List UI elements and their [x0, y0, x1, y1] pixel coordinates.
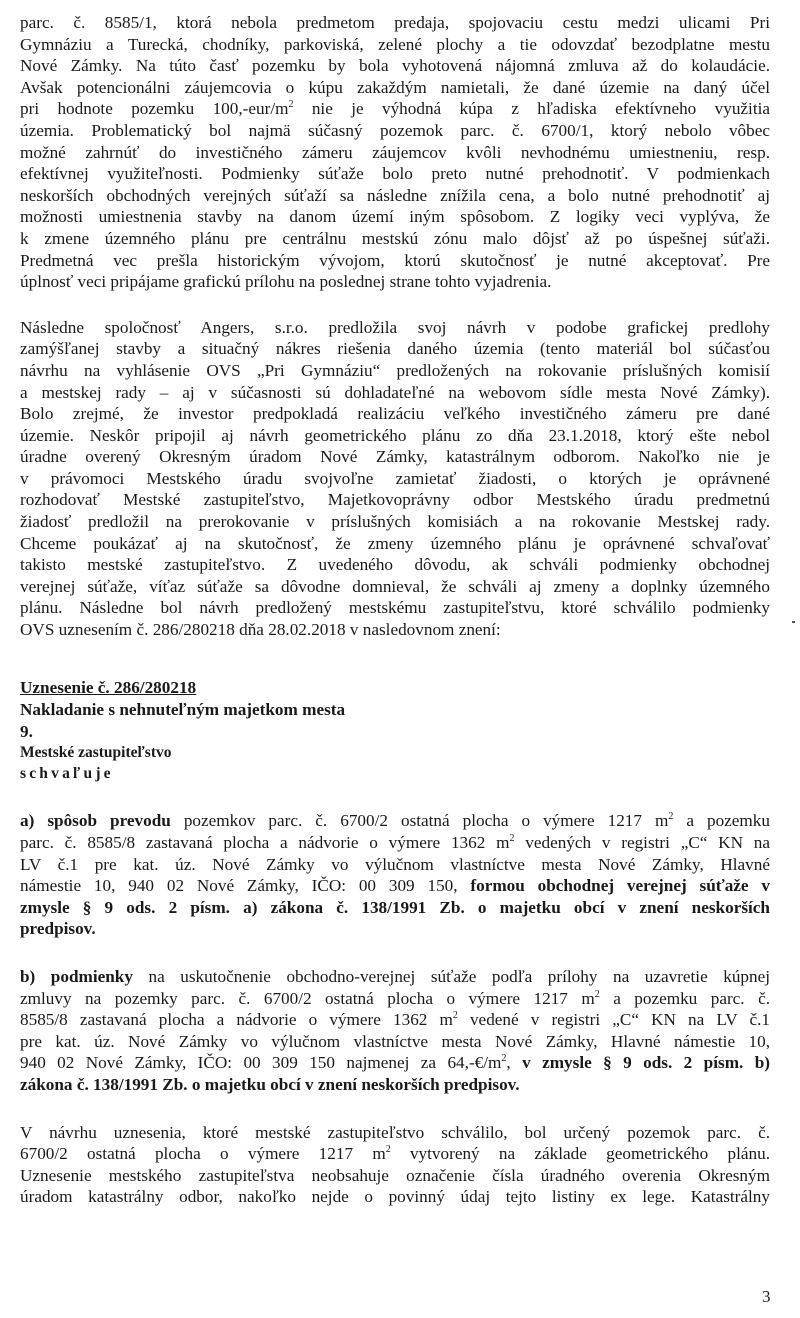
- text-line: zmluvy na pozemky parc. č. 6700/2 ostatná plocha o výmere 1217 $m^2$ a pozemku parc. č.: [20, 988, 770, 1008]
- text-line: a mestskej rady – aj v súčasnosti sú dohladateľné na webovom sídle mesta Nové Zámky).: [20, 382, 770, 402]
- text-line: zmysle § 9 ods. 2 písm. a) zákona č. 138/1991 Zb. o majetku obcí v znení neskorších: [20, 897, 770, 917]
- page-number: 3: [762, 1287, 771, 1306]
- resolution-number: 9.: [20, 721, 33, 741]
- text-line: pre kat. úz. Nové Zámky vo výlučnom vlastníctve mesta Nové Zámky, Hlavné námestie 10,: [20, 1031, 770, 1051]
- document-page: [20, 3, 770, 1208]
- item-a-label: a) spôsob prevodu: [20, 811, 171, 831]
- text-line: pri hodnote pozemku $100,-eur/m^2$ nie je výhodná kúpa z hľadiska efektívneho využitia: [20, 99, 771, 119]
- text-line: úradne overený Okresným úradom Nové Zámky, katastrálnym odborom. Nakoľko nie je: [20, 447, 770, 467]
- text-line: námestie 10, 940 02 Nové Zámky, IČO: 00 309 150, formou obchodnej verejnej súťaže v: [20, 876, 770, 896]
- text-line: OVS uznesením č. 286/280218 dňa 28.02.2018 v nasledovnom znení:: [20, 620, 501, 640]
- text-line: LV č.1 pre kat. úz. Nové Zámky vo výlučnom vlastníctve mesta Nové Zámky, Hlavné: [20, 854, 770, 874]
- text-line: parc. č. 8585/8 zastavaná plocha a nádvorie o výmere 1362 $m^2$ vedených v registri „C“ KN na: [20, 833, 770, 852]
- text-line: neskorších obchodných verejných súťaží sa následne znížila cena, a bolo nutné prehodnotiť aj: [20, 185, 770, 205]
- text-line: Následne spoločnosť Angers, s.r.o. predložila svoj návrh v podobe grafickej predlohy: [20, 317, 770, 337]
- text-line: predpisov.: [20, 919, 96, 939]
- resolution-subject: Nakladanie s nehnuteľným majetkom mesta: [20, 700, 346, 720]
- text-line: 6700/2 ostatná plocha o výmere 1217 $m^2$ vytvorený na základe geometrického plánu.: [20, 1144, 770, 1164]
- text-line: Nové Zámky. Na túto časť pozemku by bola vyhotovená nájomná zmluva až do kolaudácie.: [20, 56, 770, 76]
- text-line: b) podmienky na uskutočnenie obchodno-verejnej súťaže podľa prílohy na uzavretie kúpnej: [20, 966, 771, 986]
- text-line: plánu. Následne bol návrh predložený mestskému zastupiteľstvu, ktoré schválilo podmienky: [20, 598, 770, 618]
- text-line: územia. Problematický bol najmä súčasný pozemok parc. č. 6700/1, ktorý nebolo vôbec: [20, 120, 770, 140]
- text-line: návrhu na vyhlásenie OVS „Pri Gymnáziu“ predložených na rokovanie príslušných komisií: [20, 360, 770, 380]
- text-line: možné zahrnúť do investičného zámeru záujemcov kvôli nevhodnému umiestneniu, resp.: [20, 142, 770, 162]
- text-line: 8585/8 zastavaná plocha a nádvorie o výmere 1362 $m^2$ vedené v registri „C“ KN na LV č.1: [20, 1010, 770, 1030]
- text-line: územie. Neskôr pripojil aj návrh geometrického plánu zo dňa 23.1.2018, ktorý ešte nebol: [20, 425, 770, 445]
- paragraph-3: [20, 1122, 770, 1208]
- text-line: efektívnej využiteľnosti. Podmienky súťaže bolo preto nutné prehodnotiť. V podmienkach: [20, 164, 770, 184]
- resolution-verb: schvaľuje: [20, 765, 114, 783]
- text-line: žiadosť predložil na prerokovanie v príslušných komisiách a na rokovanie Mestskej rady.: [20, 512, 770, 532]
- text-line: a) spôsob prevodu pozemkov parc. č. 6700/2 ostatná plocha o výmere 1217 $m^2$ a pozemku: [20, 811, 770, 831]
- text-line: Uznesenie mestského zastupiteľstva neobsahuje označenie čísla úradného overenia Okresným: [20, 1165, 770, 1185]
- text-line: parc. č. 8585/1, ktorá nebola predmetom predaja, spojovaciu cestu medzi ulicami Pri: [20, 13, 770, 32]
- text-line: v právomoci Mestského úradu svojvoľne zamietať žiadosti, o ktorých je oprávnené: [20, 468, 770, 488]
- text-line: k zmene územného plánu pre centrálnu mestskú zónu malo dôjsť až po úspešnej súťaži.: [20, 228, 770, 248]
- text-line: takisto mestské zastupiteľstvo. Z uvedeného dôvodu, ak schváli podmienky obchodnej: [20, 555, 770, 575]
- text-line: Bolo zrejmé, že investor predpokladá realizáciu veľkého investičného zámeru pre dané: [20, 404, 770, 424]
- text-line: rozhodovať Mestské zastupiteľstvo, Majetkovoprávny odbor Mestského úradu predmetnú: [20, 490, 770, 510]
- item-a: [20, 810, 770, 940]
- resolution-header: [20, 677, 770, 785]
- text-line: zákona č. 138/1991 Zb. o majetku obcí v znení neskorších predpisov.: [20, 1074, 520, 1094]
- text-line: Gymnáziu a Turecká, chodníky, parkoviská, zelené plochy a tie odovzdať bezodplatne mestu: [20, 34, 770, 54]
- text-line: zamýšľanej stavby a situačný nákres riešenia daného územia (tento materiál bol súčasťou: [20, 339, 770, 359]
- item-b-label: b) podmienky: [20, 966, 133, 986]
- text-line: Chceme poukázať aj na skutočnosť, že zmeny územného plánu je oprávnené schvaľovať: [20, 533, 770, 553]
- text-line: úradom katastrálny odbor, nakoľko nejde o povinný údaj tejto listiny ex lege. Katastrálny: [20, 1187, 770, 1207]
- margin-mark: [792, 621, 795, 623]
- text-line: verejnej súťaže, víťaz súťaže sa dôvodne domnieval, že schváli aj zmeny a doplnky územného: [20, 576, 770, 596]
- resolution-body: Mestské zastupiteľstvo: [20, 744, 172, 762]
- paragraph-1: [20, 12, 770, 293]
- item-b: [20, 966, 770, 1096]
- text-line: Avšak potencionálni záujemcovia o kúpu zakaždým namietali, že dané územie na daný účel: [20, 77, 770, 97]
- text-line: možnosti umiestnenia stavby na danom území iným spôsobom. Z logiky veci vyplýva, že: [20, 207, 770, 227]
- text-line: V návrhu uznesenia, ktoré mestské zastupiteľstvo schválilo, bol určený pozemok parc. č.: [20, 1122, 770, 1142]
- text-line: Predmetná vec prešla historickým vývojom, ktorú skutočnosť je nutné akceptovať. Pre: [20, 250, 770, 270]
- text-line: 940 02 Nové Zámky, IČO: 00 309 150 najmenej za $64,-€/m^2$, v zmysle § 9 ods. 2 písm. b): [20, 1053, 770, 1073]
- text-line: úplnosť veci pripájame grafickú prílohu na poslednej strane tohto vyjadrenia.: [20, 272, 552, 292]
- resolution-title: Uznesenie č. 286/280218: [20, 677, 197, 697]
- paragraph-2: [20, 317, 770, 641]
